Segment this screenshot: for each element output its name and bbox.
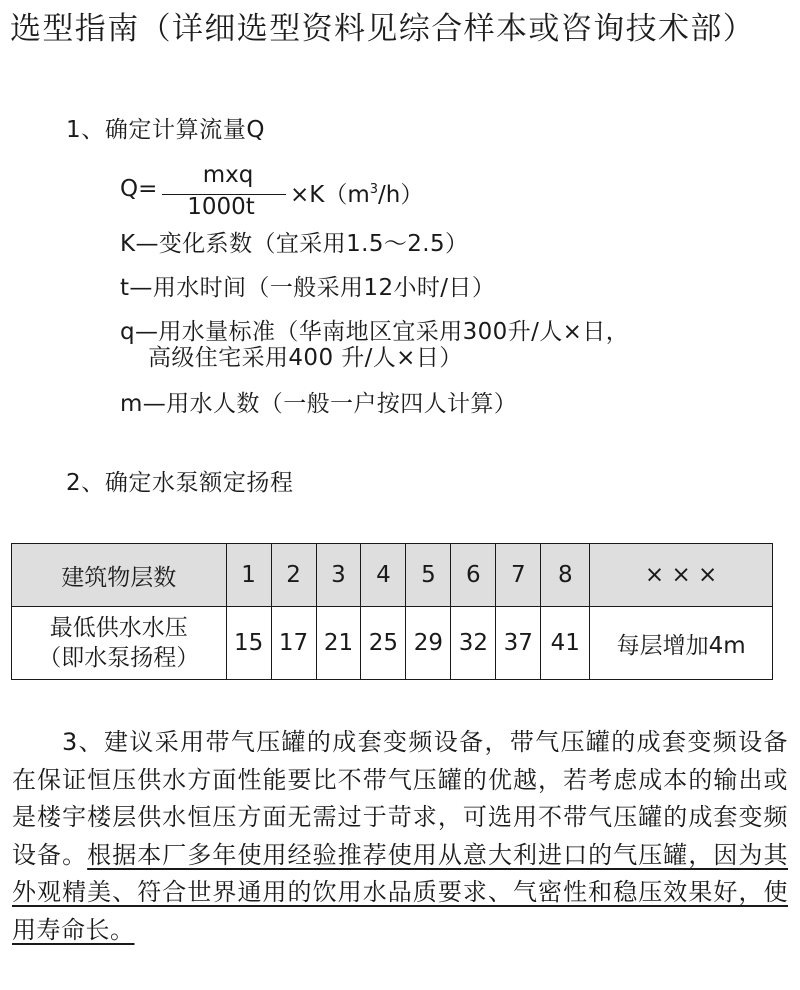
pressure-cell: 25 (361, 607, 406, 680)
definition-q: q—用水量标准（华南地区宜采用300升/人×日， (120, 319, 630, 345)
section-3-paragraph (12, 724, 788, 949)
formula-denominator: 1000t (187, 194, 255, 220)
table-row-floors (12, 544, 773, 607)
definition-k: K—变化系数（宜采用1.5～2.5） (120, 231, 469, 257)
pressure-cell: 15 (226, 607, 271, 680)
section-1-heading: 1、确定计算流量Q (66, 117, 266, 143)
floor-cell: 2 (271, 544, 316, 607)
pressure-cell: 41 (541, 607, 590, 680)
pressure-cell: 17 (271, 607, 316, 680)
floor-cell-more: × × × (590, 544, 773, 607)
row-label-pressure (12, 607, 227, 680)
definition-t: t—用水时间（一般采用12小时/日） (120, 275, 496, 301)
floor-cell: 4 (361, 544, 406, 607)
floor-cell: 1 (226, 544, 271, 607)
section-3-underlined-text: 根据本厂多年使用经验推荐使用从意大利进口的气压罐，因为其外观精美、符合世界通用的饮用水品质要求、气密性和稳压效果好，使用寿命长。 (12, 840, 789, 944)
formula-numerator: mxq (202, 162, 254, 188)
floor-cell: 8 (541, 544, 590, 607)
row-label-floors: 建筑物层数 (12, 544, 227, 607)
pressure-cell: 32 (451, 607, 496, 680)
pressure-cell: 37 (496, 607, 541, 680)
section-3-plain-text: 3、建议采用带气压罐的成套变频设备，带气压罐的成套变频设备在保证恒压供水方面性能要比不带气压罐的优越，若考虑成本的输出或是楼宇楼层供水恒压方面无需过于苛求，可选用不带气压罐的成套变频设备。 (12, 728, 788, 869)
floor-cell: 7 (496, 544, 541, 607)
row-label-pressure-line1: 最低供水水压 (49, 615, 188, 641)
floor-cell: 3 (316, 544, 361, 607)
section-2-heading: 2、确定水泵额定扬程 (66, 470, 294, 496)
formula-lhs: Q= (120, 176, 158, 202)
definition-q-continued: 高级住宅采用400 升/人×日） (148, 345, 463, 371)
pump-head-table (11, 543, 773, 680)
floor-cell: 5 (406, 544, 451, 607)
pressure-cell: 29 (406, 607, 451, 680)
table-row-pressure (12, 607, 773, 680)
formula-rest: $\times K(m^3/h)$ (290, 182, 424, 208)
row-label-pressure-line2: （即水泵扬程） (38, 645, 200, 671)
definition-m: m—用水人数（一般一户按四人计算） (120, 391, 518, 417)
pressure-cell: 21 (316, 607, 361, 680)
floor-cell: 6 (451, 544, 496, 607)
pressure-cell-more: 每层增加4m (590, 607, 773, 680)
page-title: 选型指南（详细选型资料见综合样本或咨询技术部） (10, 11, 756, 47)
